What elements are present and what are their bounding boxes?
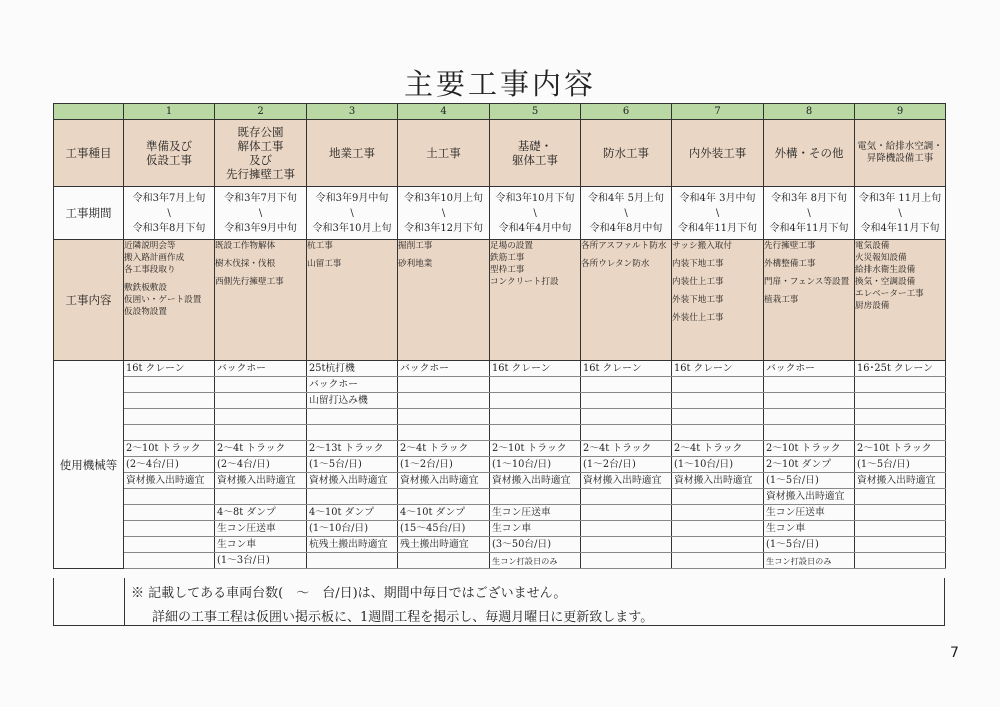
period-to: 令和4年4月中旬: [498, 222, 572, 234]
machine-cell: [398, 425, 490, 441]
work-period-cell: [490, 187, 581, 240]
machine-cell: 資材搬入出時適宜: [215, 473, 307, 489]
machine-cell: [490, 393, 581, 409]
period-sep: \: [258, 207, 263, 219]
machine-cell: [581, 553, 672, 569]
column-number: 5: [490, 104, 581, 120]
machine-row: [54, 537, 946, 553]
work-content-item: 仮囲い・ゲート設置: [124, 295, 202, 305]
machine-cell: 生コン車: [764, 521, 855, 537]
machine-cell: [855, 505, 946, 521]
machine-cell: 16t クレーン: [490, 361, 581, 377]
machine-cell: 4～8t ダンプ: [215, 505, 307, 521]
machine-cell: [672, 393, 764, 409]
machine-cell: [398, 409, 490, 425]
work-content-item: 外装下地工事: [672, 295, 724, 305]
machine-cell: (1～10台/日): [307, 521, 398, 537]
column-number: 3: [307, 104, 398, 120]
work-content-item: 西側先行擁壁工事: [215, 277, 284, 287]
machine-cell: [672, 425, 764, 441]
machine-cell: [215, 377, 307, 393]
machine-cell: [581, 489, 672, 505]
period-from: 令和3年10月下旬: [495, 192, 575, 204]
machine-cell: 2～10t トラック: [124, 441, 215, 457]
work-content-row: [54, 240, 946, 361]
work-content-item: 内装仕上工事: [672, 277, 724, 287]
machine-cell: [855, 377, 946, 393]
machine-cell: 2～10t トラック: [855, 441, 946, 457]
machine-cell: (3～50台/日): [490, 537, 581, 553]
machine-cell: [490, 489, 581, 505]
notes-divider: [124, 578, 125, 625]
machine-cell: 残土搬出時適宜: [398, 537, 490, 553]
work-type-text: 基礎・: [517, 139, 553, 153]
machine-cell: [581, 505, 672, 521]
period-sep: \: [441, 207, 446, 219]
column-number: 6: [581, 104, 672, 120]
work-content-item: 火災報知設備: [855, 253, 907, 263]
work-content-item: 仮設物設置: [124, 307, 167, 317]
work-type-cell: [581, 120, 672, 187]
work-type-text: 地業工事: [329, 146, 375, 160]
machine-cell: 資材搬入出時適宜: [581, 473, 672, 489]
machine-cell: 資材搬入出時適宜: [764, 489, 855, 505]
period-from: 令和3年7月上旬: [132, 192, 206, 204]
work-type-text: 外構・その他: [774, 146, 844, 160]
machine-cell: 16t クレーン: [124, 361, 215, 377]
machine-row: [54, 441, 946, 457]
column-number: 9: [855, 104, 946, 120]
work-content-item: 搬入路計画作成: [124, 253, 185, 263]
work-type-cell: [672, 120, 764, 187]
machine-cell: [581, 521, 672, 537]
machine-cell: [581, 425, 672, 441]
machine-cell: [124, 505, 215, 521]
machine-row: [54, 553, 946, 569]
column-number: 7: [672, 104, 764, 120]
work-content-item: 近隣説明会等: [124, 241, 176, 251]
period-to: 令和3年8月下旬: [132, 222, 206, 234]
machine-cell: バックホー: [307, 377, 398, 393]
work-type-text: 内外装工事: [688, 146, 747, 160]
work-type-row: [54, 120, 946, 187]
work-type-text: 仮設工事: [146, 153, 192, 167]
work-period-cell: [307, 187, 398, 240]
row-label-machines: 使用機械等: [54, 361, 124, 569]
period-sep: \: [807, 207, 811, 219]
machine-row: [54, 361, 946, 377]
period-to: 令和4年11月下旬: [677, 222, 758, 234]
machine-cell: (1～2台/日): [398, 457, 490, 473]
machine-cell: [124, 489, 215, 505]
work-content-item: 外構整備工事: [764, 259, 816, 269]
machine-cell: [672, 521, 764, 537]
machine-cell: [398, 377, 490, 393]
machine-cell: 資材搬入出時適宜: [490, 473, 581, 489]
machine-cell: 生コン圧送車: [764, 505, 855, 521]
work-content-item: エレベーター工事: [855, 289, 924, 299]
machine-cell: [855, 425, 946, 441]
work-type-text: 準備及び: [146, 139, 192, 153]
work-content-cell: [398, 240, 490, 361]
work-content-cell: [490, 240, 581, 361]
work-period-cell: [124, 187, 215, 240]
note-line-2: 詳細の工事工程は仮囲い掲示板に、1週間工程を掲示し、毎週月曜日に更新致します。: [152, 610, 654, 625]
period-sep: \: [624, 207, 628, 219]
work-content-cell: [581, 240, 672, 361]
machine-cell: [124, 425, 215, 441]
machine-cell: 生コン圧送車: [490, 505, 581, 521]
machine-cell: [855, 553, 946, 569]
machine-cell: [490, 409, 581, 425]
machine-cell: [764, 409, 855, 425]
column-number-row: [54, 104, 946, 120]
machine-cell: [124, 553, 215, 569]
column-number: 8: [764, 104, 855, 120]
period-from: 令和4年 5月上旬: [588, 192, 664, 204]
machine-cell: [672, 377, 764, 393]
machine-cell: [672, 505, 764, 521]
machine-cell: 2～13t トラック: [307, 441, 398, 457]
machine-cell: [307, 425, 398, 441]
work-period-cell: [672, 187, 764, 240]
machine-cell: (2～4台/日): [215, 457, 307, 473]
machine-cell: 山留打込み機: [307, 393, 398, 409]
row-label-content: 工事内容: [54, 240, 124, 361]
machine-cell: [672, 537, 764, 553]
work-period-cell: [581, 187, 672, 240]
machine-cell: 2～10t トラック: [764, 441, 855, 457]
period-from: 令和3年 8月下旬: [771, 192, 847, 204]
period-to: 令和3年10月上旬: [312, 222, 392, 234]
construction-schedule-table: [53, 103, 946, 569]
work-content-item: 門扉・フェンス等設置: [764, 277, 850, 287]
work-content-item: 換気・空調設備: [855, 277, 916, 287]
page-title: 主要工事内容: [403, 67, 596, 101]
machine-cell: バックホー: [764, 361, 855, 377]
machine-cell: (1～2台/日): [581, 457, 672, 473]
period-from: 令和3年9月中旬: [315, 192, 389, 204]
work-type-text: 解体工事: [237, 139, 284, 153]
machine-cell: [307, 489, 398, 505]
machine-cell: (1～3台/日): [215, 553, 307, 569]
machines-section: [54, 361, 946, 569]
corner-cell: [54, 104, 124, 120]
period-from: 令和3年10月上旬: [403, 192, 484, 204]
machine-cell: 16t クレーン: [581, 361, 672, 377]
work-content-item: 各所ウレタン防水: [581, 259, 650, 269]
work-content-item: 外装仕上工事: [672, 313, 724, 323]
work-type-text: 躯体工事: [512, 153, 558, 167]
work-period-cell: [215, 187, 307, 240]
machine-cell: 2～10t ダンプ: [764, 457, 855, 473]
machine-cell: [124, 521, 215, 537]
machine-cell: [672, 489, 764, 505]
machine-cell: [764, 425, 855, 441]
work-type-text: 電気・給排水空調・: [857, 141, 943, 152]
machine-row: [54, 393, 946, 409]
machine-cell: 生コン車: [215, 537, 307, 553]
machine-cell: (1～5台/日): [855, 457, 946, 473]
period-to: 令和3年9月中旬: [224, 222, 297, 234]
work-content-item: 山留工事: [307, 259, 342, 269]
work-type-cell: [124, 120, 215, 187]
work-content-item: 先行擁壁工事: [764, 241, 816, 251]
machine-cell: 資材搬入出時適宜: [855, 473, 946, 489]
work-content-item: 植栽工事: [764, 295, 799, 305]
work-type-text: 既存公園: [237, 125, 284, 139]
period-from: 令和3年7月下旬: [224, 192, 297, 204]
machine-cell: [398, 393, 490, 409]
work-content-item: 既設工作物解体: [215, 241, 276, 251]
machine-cell: (1～5台/日): [764, 473, 855, 489]
column-number: 4: [398, 104, 490, 120]
period-sep: \: [533, 207, 537, 219]
machine-cell: [581, 409, 672, 425]
machine-cell: [124, 377, 215, 393]
machine-row: [54, 489, 946, 505]
machine-cell: [215, 489, 307, 505]
column-number: 1: [124, 104, 215, 120]
work-content-item: 各所アスファルト防水: [581, 241, 667, 251]
machine-cell: バックホー: [398, 361, 490, 377]
machine-cell: 杭残土搬出時適宜: [307, 537, 398, 553]
machine-cell: [672, 553, 764, 569]
work-content-item: 鉄筋工事: [490, 253, 525, 263]
machine-cell: [672, 409, 764, 425]
work-type-text: 先行擁壁工事: [226, 167, 295, 181]
row-label-type: 工事種目: [54, 120, 124, 187]
machine-cell: 生コン圧送車: [215, 521, 307, 537]
machine-cell: [398, 553, 490, 569]
machine-cell: [124, 537, 215, 553]
work-content-cell: [672, 240, 764, 361]
period-to: 令和4年11月下旬: [860, 222, 940, 234]
work-content-item: コンクリート打設: [490, 277, 559, 287]
machine-cell: [855, 489, 946, 505]
work-content-item: 厨房設備: [855, 301, 890, 311]
machine-cell: (2～4台/日): [124, 457, 215, 473]
machine-cell: [215, 425, 307, 441]
machine-cell: 25t杭打機: [307, 361, 398, 377]
period-from: 令和3年 11月上旬: [858, 192, 942, 204]
period-sep: \: [167, 207, 171, 219]
machine-cell: 2～10t トラック: [490, 441, 581, 457]
period-to: 令和4年8月中旬: [589, 222, 663, 234]
machine-cell: [581, 537, 672, 553]
machine-cell: [490, 425, 581, 441]
period-sep: \: [715, 207, 720, 219]
work-type-cell: [215, 120, 307, 187]
work-content-item: 足場の設置: [490, 241, 533, 251]
machine-row: [54, 505, 946, 521]
machine-cell: [398, 489, 490, 505]
period-from: 令和4年 3月中旬: [679, 192, 756, 204]
machine-cell: (1～5台/日): [764, 537, 855, 553]
work-type-cell: [490, 120, 581, 187]
machine-cell: 4～10t ダンプ: [398, 505, 490, 521]
work-type-cell: [855, 120, 946, 187]
work-period-cell: [764, 187, 855, 240]
machine-row: [54, 409, 946, 425]
machine-cell: 資材搬入出時適宜: [307, 473, 398, 489]
machine-cell: バックホー: [215, 361, 307, 377]
machine-cell: (15～45台/日): [398, 521, 490, 537]
work-content-item: 各工事段取り: [124, 265, 176, 275]
machine-row: [54, 521, 946, 537]
machine-cell: 生コン車: [490, 521, 581, 537]
work-content-item: 樹木伐採・伐根: [215, 259, 276, 269]
work-type-text: 防水工事: [603, 146, 649, 160]
machine-cell: 4～10t ダンプ: [307, 505, 398, 521]
machine-cell: [855, 537, 946, 553]
machine-cell: (1～10台/日): [672, 457, 764, 473]
work-content-item: 敷鉄板敷設: [124, 283, 167, 293]
period-to: 令和3年12月下旬: [403, 222, 484, 234]
machine-cell: (1～10台/日): [490, 457, 581, 473]
work-content-item: 内装下地工事: [672, 259, 724, 269]
machine-cell: 16t クレーン: [672, 361, 764, 377]
machine-cell: 2～4t トラック: [581, 441, 672, 457]
work-type-text: 土工事: [426, 146, 461, 160]
work-content-item: 掘削工事: [398, 241, 433, 251]
note-line-1: ※ 記載してある車両台数( ～ 台/日)は、期間中毎日ではございません。: [131, 586, 567, 601]
machine-cell: [490, 377, 581, 393]
work-content-item: サッシ搬入取付: [672, 241, 732, 251]
machine-cell: 資材搬入出時適宜: [672, 473, 764, 489]
row-label-period: 工事期間: [54, 187, 124, 240]
page-number: 7: [950, 645, 959, 661]
period-sep: \: [350, 207, 354, 219]
machine-cell: [215, 393, 307, 409]
machine-row: [54, 473, 946, 489]
work-type-cell: [398, 120, 490, 187]
period-sep: \: [898, 207, 902, 219]
machine-cell: 生コン打設日のみ: [764, 553, 855, 569]
machine-cell: [581, 377, 672, 393]
machine-cell: [124, 409, 215, 425]
work-type-cell: [764, 120, 855, 187]
work-content-cell: [855, 240, 946, 361]
work-content-item: 電気設備: [855, 241, 890, 251]
machine-row: [54, 457, 946, 473]
machine-cell: [764, 393, 855, 409]
machine-cell: [124, 393, 215, 409]
machine-cell: [581, 393, 672, 409]
machine-cell: [307, 409, 398, 425]
work-content-item: 砂利地業: [398, 259, 433, 269]
period-to: 令和4年11月下旬: [769, 222, 849, 234]
machine-cell: 生コン打設日のみ: [490, 553, 581, 569]
work-period-row: [54, 187, 946, 240]
work-period-cell: [398, 187, 490, 240]
machine-cell: 2～4t トラック: [215, 441, 307, 457]
machine-cell: [764, 377, 855, 393]
machine-cell: 2～4t トラック: [398, 441, 490, 457]
machine-cell: [855, 521, 946, 537]
work-type-text: 昇降機設備工事: [866, 153, 934, 164]
work-content-item: 給排水衛生設備: [855, 265, 916, 275]
machine-cell: [855, 393, 946, 409]
column-number: 2: [215, 104, 307, 120]
work-type-text: 及び: [249, 153, 272, 167]
work-content-item: 杭工事: [307, 241, 333, 251]
machine-row: [54, 425, 946, 441]
machine-cell: 16･25t クレーン: [855, 361, 946, 377]
machine-cell: 資材搬入出時適宜: [124, 473, 215, 489]
machine-cell: (1～5台/日): [307, 457, 398, 473]
machine-cell: [307, 553, 398, 569]
machine-row: [54, 377, 946, 393]
machine-cell: [855, 409, 946, 425]
work-period-cell: [855, 187, 946, 240]
work-content-cell: [307, 240, 398, 361]
machine-cell: 資材搬入出時適宜: [398, 473, 490, 489]
work-content-cell: [215, 240, 307, 361]
work-content-cell: [764, 240, 855, 361]
work-type-cell: [307, 120, 398, 187]
machine-cell: 2～4t トラック: [672, 441, 764, 457]
work-content-cell: [124, 240, 215, 361]
machine-cell: [215, 409, 307, 425]
work-content-item: 型枠工事: [490, 265, 525, 275]
